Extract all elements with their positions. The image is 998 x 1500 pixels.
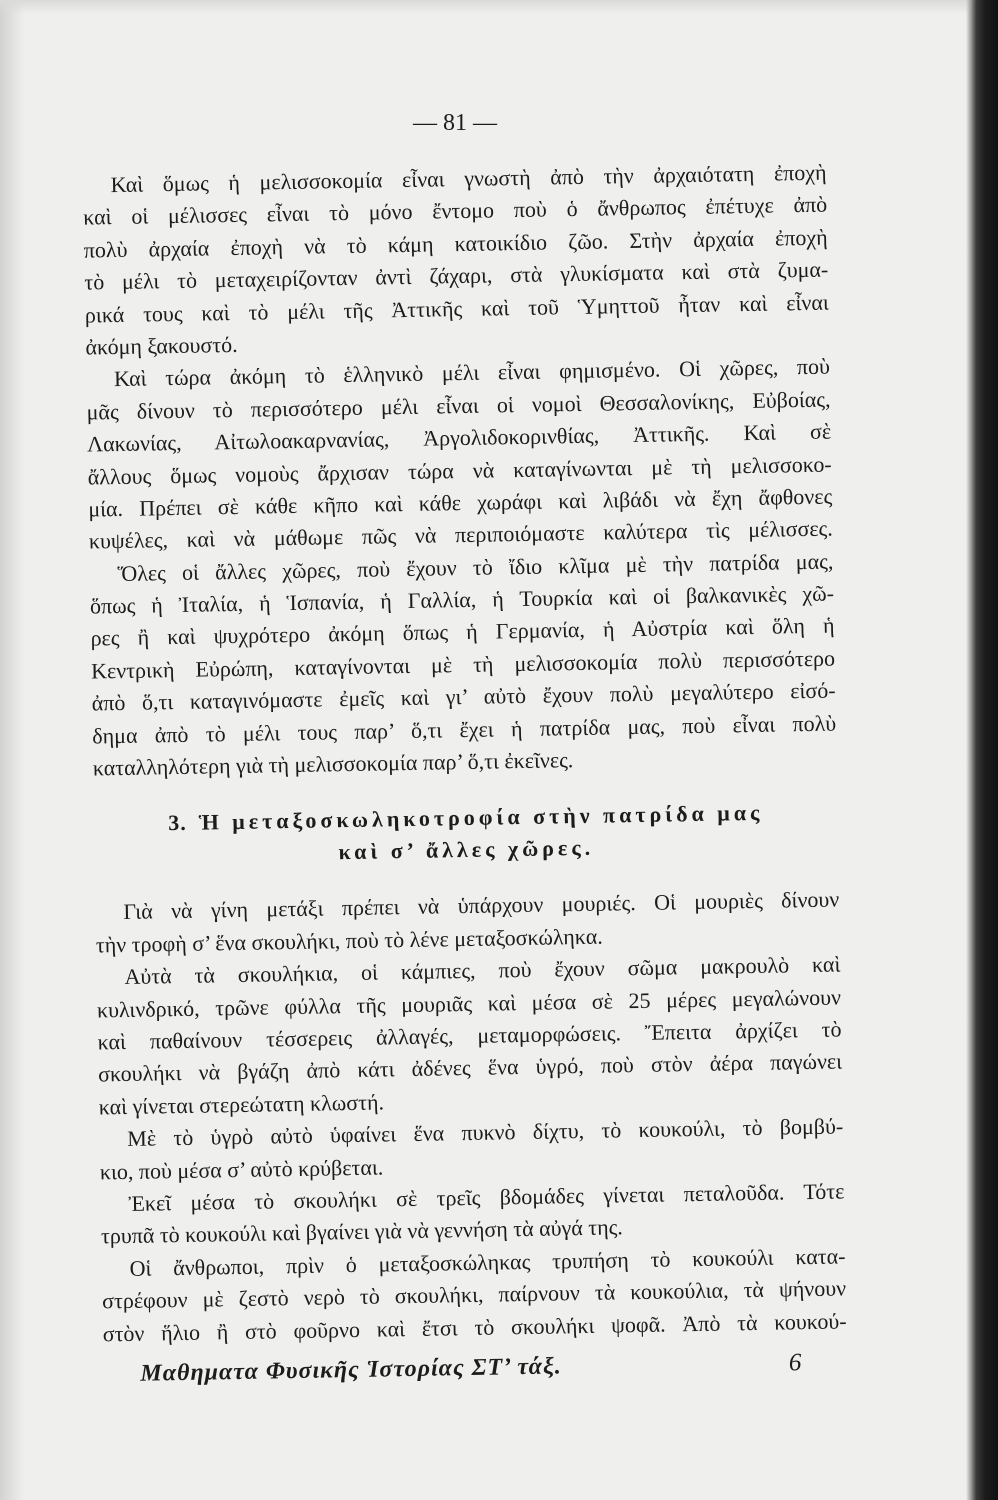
- text-line: ρες ἢ καὶ ψυχρότερο ἀκόμη ὅπως ἡ Γερμανία, ἡ Αὐστρία καὶ ὅλη ἡ: [90, 613, 835, 651]
- text-line: τὴν τροφὴ σ’ ἕνα σκουλήκι, ποὺ τὸ λένε μεταξοσκώληκα.: [95, 923, 603, 958]
- text-line: δημα ἀπὸ τὸ μέλι τους παρ’ ὅ,τι ἔχει ἡ πατρίδα μας, ποὺ εἶναι πολὺ: [92, 710, 837, 749]
- text-line: Ἐκεῖ μέσα τὸ σκουλήκι σὲ τρεῖς βδομάδες γίνεται πεταλοῦδα. Τότε: [128, 1178, 845, 1216]
- paragraph: [101, 1240, 847, 1350]
- heading-line-2: καὶ σ’ ἄλλες χῶρες.: [338, 835, 595, 865]
- paragraph: [89, 545, 837, 785]
- text-line: τὸ μέλι τὸ μεταχειρίζονταν ἀντὶ ζάχαρι, στὰ γλυκίσματα καὶ στὰ ζυμα-: [84, 256, 829, 295]
- text-line: Οἱ ἄνθρωποι, πρὶν ὁ μεταξοσκώληκας τρυπήση τὸ κουκούλι κατα-: [129, 1243, 846, 1281]
- section-sericulture: [95, 884, 847, 1350]
- footer-book-title: Μαθηματα Φυσικῆς Ἱστορίας ΣΤ’ τάξ.: [140, 1353, 562, 1388]
- text-line: στρέφουν μὲ ζεστὸ νερὸ τὸ σκουλήκι, παίρνουν τὰ κουκούλια, τὰ ψήνουν: [101, 1275, 847, 1314]
- text-line: ἀκόμη ξακουστό.: [85, 331, 238, 360]
- text-body: [82, 157, 847, 1393]
- text-line: ρικά τους καὶ τὸ μέλι τῆς Ἀττικῆς καὶ τοῦ Ὑμηττοῦ ἦταν καὶ εἶναι: [84, 289, 830, 328]
- paragraph: [82, 157, 829, 364]
- text-line: ἄλλους ὅμως νομοὺς ἄρχισαν τώρα νὰ καταγίνωνται μὲ τὴ μελισσοκο-: [87, 451, 832, 490]
- text-line: Καὶ ὅμως ἡ μελισσοκομία εἶναι γνωστὴ ἀπὸ τὴν ἀρχαιότατη ἐποχὴ: [110, 159, 827, 198]
- section-heading: [94, 796, 839, 873]
- text-line: σκουλήκι νὰ βγάζη ἀπὸ κάτι ἀδένες ἕνα ὑγρό, ποὺ στὸν ἀέρα παγώνει: [97, 1048, 843, 1087]
- text-line: τρυπᾶ τὸ κουκούλι καὶ βγαίνει γιὰ νὰ γεννήση τὰ αὐγά της.: [100, 1214, 624, 1249]
- heading-title: Ἡ μεταξοσκωληκοτροφία στὴν πατρίδα μας: [198, 800, 764, 836]
- paragraph: [96, 949, 843, 1124]
- text-line: καὶ παθαίνουν τέσσερεις ἀλλαγές, μεταμορφώσεις. Ἔπειτα ἀρχίζει τὸ: [97, 1016, 842, 1055]
- text-line: στὸν ἥλιο ἢ στὸ φοῦρνο καὶ ἔτσι τὸ σκουλήκι ψοφᾶ. Ἀπὸ τὰ κουκού-: [102, 1307, 847, 1346]
- text-line: μία. Πρέπει σὲ κάθε κῆπο καὶ κάθε χωράφι καὶ λιβάδι νὰ ἔχη ἄφθονες: [88, 483, 833, 522]
- text-line: κυλινδρικό, τρῶνε φύλλα τῆς μουριᾶς καὶ μέσα σὲ 25 μέρες μεγαλώνουν: [96, 984, 842, 1023]
- text-line: Μὲ τὸ ὑγρὸ αὐτὸ ὑφαίνει ἕνα πυκνὸ δίχτυ, τὸ κουκούλι, τὸ βομβύ-: [127, 1113, 844, 1152]
- text-line: Ὅλες οἱ ἄλλες χῶρες, ποὺ ἔχουν τὸ ἴδιο κλῖμα μὲ τὴν πατρίδα μας,: [117, 548, 834, 586]
- footer-sheet-number: 6: [788, 1349, 803, 1377]
- text-line: καταλληλότερη γιὰ τὴ μελισσοκομία παρ’ ὅ,τι ἐκεῖνες.: [92, 747, 574, 781]
- text-line: ἀπὸ ὅ,τι καταγινόμαστε ἐμεῖς καὶ γι’ αὐτὸ ἔχουν πολὺ μεγαλύτερο εἰσό-: [91, 677, 836, 716]
- text-line: πολὺ ἀρχαία ἐποχὴ νὰ τὸ κάμη κατοικίδιο ζῶο. Στὴν ἀρχαία ἐποχὴ: [83, 224, 828, 263]
- heading-number: 3.: [167, 810, 187, 836]
- text-line: καὶ οἱ μέλισσες εἶναι τὸ μόνο ἔντομο ποὺ ὁ ἄνθρωπος ἐπέτυχε ἀπὸ: [83, 191, 828, 230]
- text-line: μᾶς δίνουν τὸ περισσότερο μέλι εἶναι οἱ νομοὶ Θεσσαλονίκης, Εὐβοίας,: [86, 386, 831, 425]
- section-beekeeping: [82, 157, 837, 785]
- text-line: κυψέλες, καὶ νὰ μάθωμε πῶς νὰ περιποιόμαστε καλύτερα τὶς μέλισσες.: [88, 515, 833, 554]
- text-line: κιο, ποὺ μέσα σ’ αὐτὸ κρύβεται.: [99, 1154, 384, 1184]
- page-number: — 81 —: [413, 110, 497, 136]
- text-line: Καὶ τώρα ἀκόμη τὸ ἑλληνικὸ μέλι εἶναι φημισμένο. Οἱ χῶρες, ποὺ: [113, 353, 831, 392]
- text-line: ὅπως ἡ Ἰταλία, ἡ Ἱσπανία, ἡ Γαλλία, ἡ Τουρκία καὶ οἱ βαλκανικὲς χῶ-: [89, 580, 835, 619]
- text-line: καὶ γίνεται στερεώτατη κλωστή.: [98, 1089, 385, 1120]
- text-line: Λακωνίας, Αἰτωλοακαρνανίας, Ἀργολιδοκορινθίας, Ἀττικῆς. Καὶ σὲ: [86, 418, 832, 457]
- page-footer: [103, 1345, 847, 1392]
- paragraph: [86, 351, 833, 558]
- page-top-shadow: [0, 0, 998, 14]
- text-line: Αὐτὰ τὰ σκουλήκια, οἱ κάμπιες, ποὺ ἔχουν σῶμα μακρουλὸ καὶ: [124, 951, 841, 990]
- text-line: Γιὰ νὰ γίνη μετάξι πρέπει νὰ ὑπάρχουν μουριές. Οἱ μουριὲς δίνουν: [123, 886, 840, 925]
- page-right-edge: [966, 0, 998, 1500]
- page-left-shadow: [0, 0, 24, 1500]
- text-line: Κεντρικὴ Εὐρώπη, καταγίνονται μὲ τὴ μελισσοκομία πολὺ περισσότερο: [90, 645, 836, 684]
